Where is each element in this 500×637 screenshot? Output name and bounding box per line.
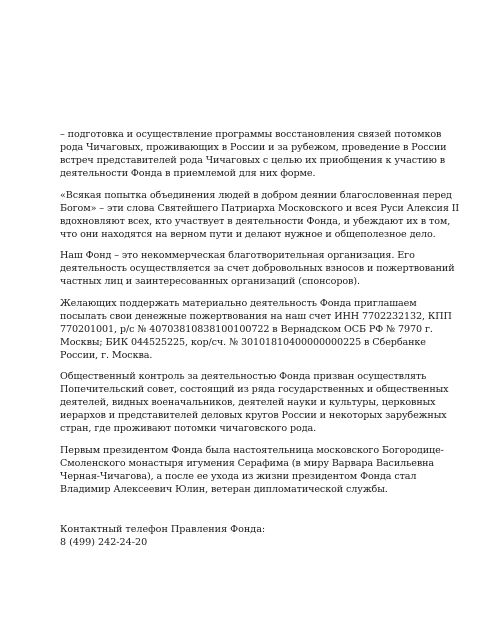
paragraph-patriarch-quote <box>60 189 460 241</box>
text-line: России, г. Москва. <box>60 349 153 361</box>
paragraph-presidents <box>60 444 446 496</box>
text-line: деятельность осуществляется за счет добровольных взносов и пожертвований <box>60 263 455 274</box>
text-line: – подготовка и осуществление программы восстановления связей потомков <box>60 129 442 140</box>
text-line: Богом» – эти слова Святейшего Патриарха Московского и всея Руси Алексия II <box>60 202 460 214</box>
text-line: Желающих поддержать материально деятельность Фонда приглашаем <box>60 297 417 309</box>
text-line: вдохновляют всех, кто участвует в деятельности Фонда, и убеждают их в том, <box>60 215 451 227</box>
text-line: Попечительский совет, состоящий из ряда государственных и общественных <box>60 384 449 395</box>
text-line: Общественный контроль за деятельностью Фонда призван осуществлять <box>60 371 427 382</box>
text-line: стран, где проживают потомки чичаговского рода. <box>60 423 317 434</box>
paragraph-trustee-council <box>60 370 449 435</box>
text-line: Москвы; БИК 044525225, кор/сч. № 30101810400000000225 в Сбербанке <box>60 336 426 348</box>
paragraph-nonprofit <box>60 249 455 288</box>
contact-block <box>60 523 446 549</box>
text-line: Смоленского монастыря игумения Серафима (в миру Варвара Васильевна <box>60 457 435 469</box>
document-body <box>60 128 460 504</box>
text-line: Первым президентом Фонда была настоятельница московского Богородице- <box>60 444 444 456</box>
text-line: что они находятся на верном пути и делают нужное и общеполезное дело. <box>60 228 436 240</box>
contact-label: Контактный телефон Правления Фонда: <box>60 524 266 535</box>
text-line: Черная-Чичагова), а после ее ухода из жизни президентом Фонда стал <box>60 470 417 482</box>
text-line: частных лиц и заинтересованных организаций (спонсоров). <box>60 276 360 287</box>
text-line: «Всякая попытка объединения людей в добром деянии благословенная перед <box>60 189 452 201</box>
paragraph-bank-details <box>60 297 452 362</box>
text-line: деятельности Фонда в приемлемой для них форме. <box>60 168 316 179</box>
text-line: посылать свои денежные пожертвования на наш счет ИНН 7702232132, КПП <box>60 310 452 322</box>
text-line: иерархов и представителей деловых кругов России и некоторых зарубежных <box>60 410 447 421</box>
text-line: рода Чичаговых, проживающих в России и за рубежом, проведение в России <box>60 142 447 153</box>
text-line: деятелей, видных военачальников, деятелей науки и культуры, церковных <box>60 397 436 408</box>
paragraph-program-goals <box>60 128 446 180</box>
text-line: встреч представителей рода Чичаговых с целью их приобщения к участию в <box>60 155 446 166</box>
text-line: Наш Фонд – это некоммерческая благотворительная организация. Его <box>60 250 415 261</box>
text-line: 770201001, р/с № 40703810838100100722 в Вернадском ОСБ РФ № 7970 г. <box>60 323 433 335</box>
text-line: Владимир Алексеевич Юлин, ветеран дипломатической службы. <box>60 483 388 495</box>
contact-phone: 8 (499) 242-24-20 <box>60 537 148 548</box>
